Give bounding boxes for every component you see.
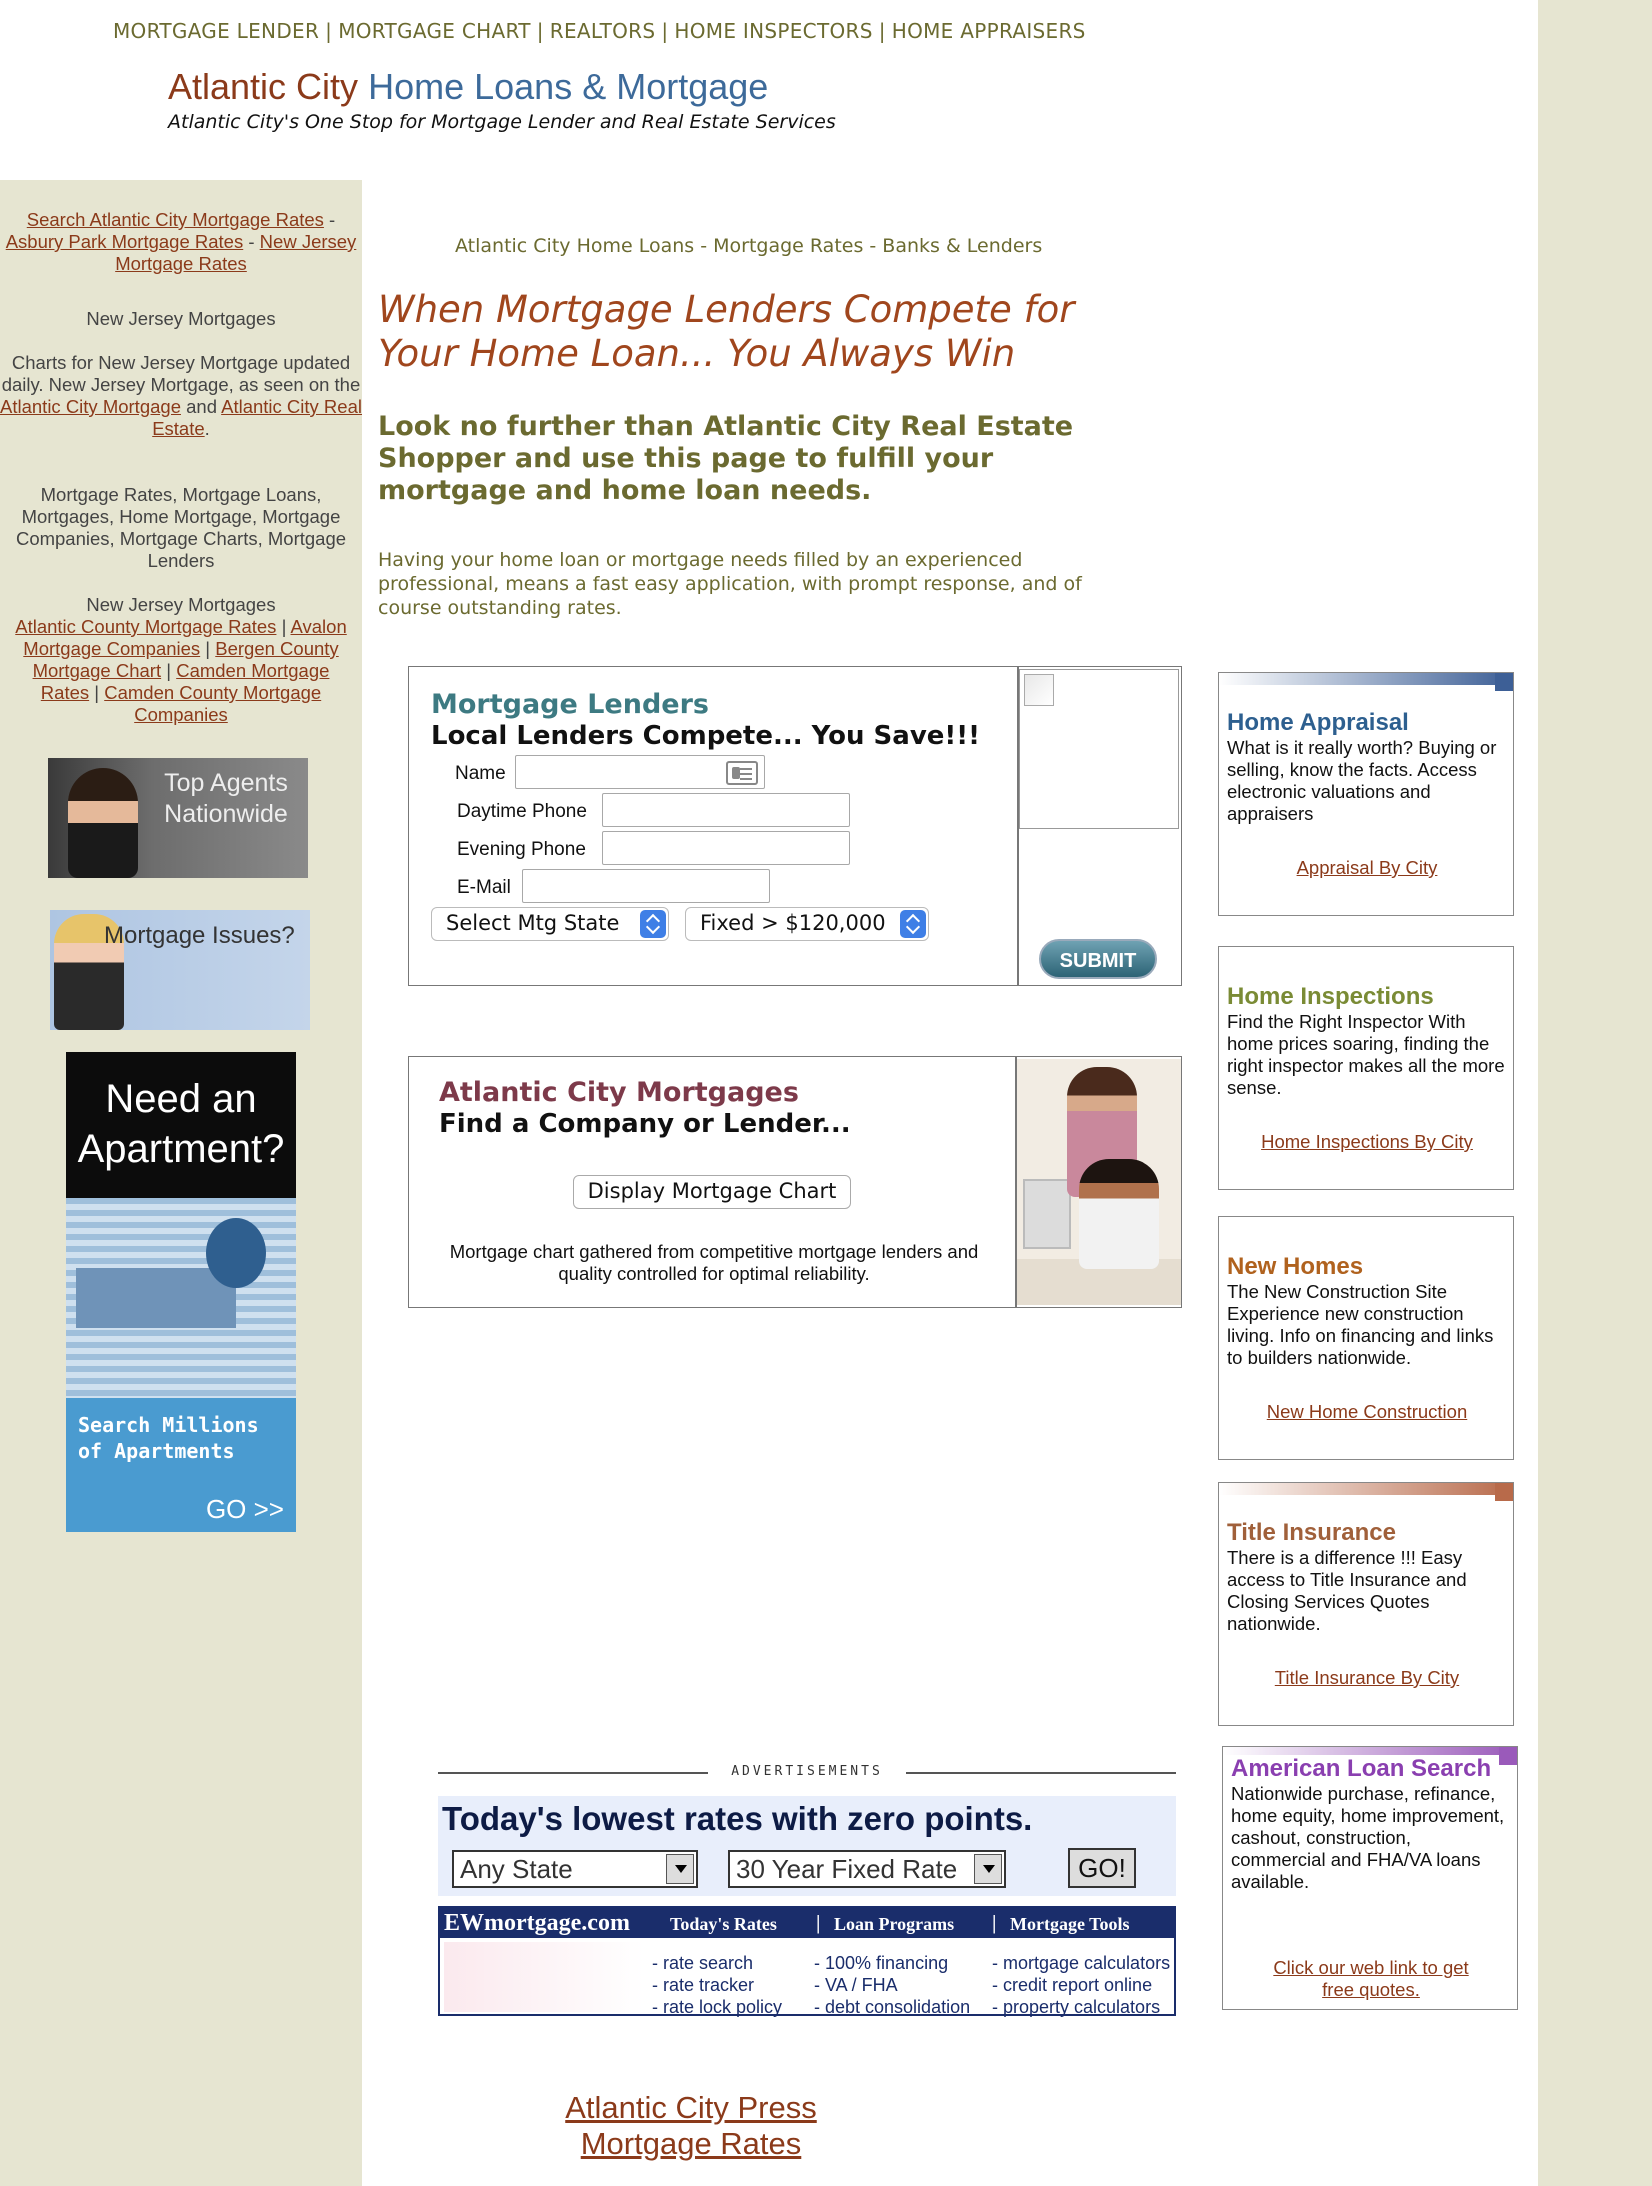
ad-top-agents[interactable]: [48, 758, 308, 878]
link-100-financing[interactable]: - 100% financing: [814, 1953, 949, 1973]
advertisements-label: ADVERTISEMENTS: [731, 1764, 883, 1779]
link-nj-rates[interactable]: New Jersey Mortgage Rates: [115, 231, 357, 274]
mortgage-lenders-form: [408, 666, 1182, 986]
box-title: Home Inspections: [1227, 983, 1434, 1010]
evening-phone-input[interactable]: [602, 831, 850, 865]
box-description: Nationwide purchase, refinance, home equity, home improvement, cashout, construction, commercial and FHA/VA loans available.: [1231, 1783, 1505, 1892]
sidebar-sep: |: [200, 638, 216, 659]
box-accent-bar: [1219, 1483, 1513, 1495]
nav-mortgage-tools[interactable]: Mortgage Tools: [1010, 1914, 1130, 1934]
link-camden-rates[interactable]: Camden Mortgage Rates: [40, 660, 330, 703]
nav-home-appraisers[interactable]: HOME APPRAISERS: [891, 19, 1086, 43]
new-home-construction-link[interactable]: New Home Construction: [1266, 1401, 1468, 1422]
home-inspections-box: [1218, 946, 1514, 1190]
sidebar-dash: -: [243, 231, 260, 252]
box-description: The New Construction Site Experience new construction living. Info on financing and links to builders nationwide.: [1227, 1281, 1494, 1368]
nav-mortgage-lender[interactable]: MORTGAGE LENDER: [113, 19, 320, 43]
panel-subtitle: Find a Company or Lender...: [439, 1109, 851, 1139]
form-title: Mortgage Lenders: [431, 689, 709, 720]
sidebar-dash: -: [323, 209, 336, 230]
box-corner-square: [1499, 1747, 1517, 1765]
ad-go-button[interactable]: GO >>: [205, 1494, 284, 1524]
page-headline: When Mortgage Lenders Compete for Your Home Loan... You Always Win: [378, 288, 1075, 375]
box-description: What is it really worth? Buying or selling, know the facts. Access electronic valuations and appraisers: [1227, 737, 1497, 824]
ad-apartments-footer: [66, 1398, 296, 1532]
monitor-icon: [1023, 1179, 1071, 1249]
rate-type-dropdown[interactable]: [728, 1850, 1006, 1888]
box-accent-bar: [1223, 1747, 1517, 1755]
sidebar-text: and: [180, 396, 222, 417]
link-va-fha[interactable]: - VA / FHA: [814, 1975, 898, 1995]
sidebar-heading-2: New Jersey Mortgages: [86, 594, 276, 615]
building-icon: [76, 1268, 236, 1328]
link-mortgage-calculators[interactable]: - mortgage calculators: [992, 1953, 1171, 1973]
title-insurance-by-city-link[interactable]: Title Insurance By City: [1274, 1667, 1460, 1688]
box-title: American Loan Search: [1231, 1755, 1492, 1782]
broken-image: [1019, 669, 1179, 829]
nav-separator: |: [536, 19, 544, 43]
sidebar-text: .: [204, 418, 210, 439]
dropdown-arrow-icon: [666, 1854, 694, 1884]
palm-tree-icon: [206, 1218, 266, 1288]
couple-computer-photo: [1017, 1059, 1181, 1305]
ac-mortgages-panel: [408, 1056, 1182, 1308]
agent-photo-icon: [68, 768, 138, 878]
box-corner-square: [1495, 1483, 1513, 1501]
box-title: Title Insurance: [1227, 1519, 1396, 1546]
rates-search-bar: [438, 1796, 1176, 1896]
nav-home-inspectors[interactable]: HOME INSPECTORS: [674, 19, 873, 43]
nav-loan-programs[interactable]: Loan Programs: [834, 1914, 955, 1934]
press-mortgage-rates-link-line2[interactable]: Mortgage Rates: [580, 2126, 802, 2161]
press-mortgage-rates: [436, 2090, 946, 2162]
panel-title: Atlantic City Mortgages: [439, 1077, 799, 1108]
sidebar-sep: |: [161, 660, 177, 681]
nav-separator: |: [325, 19, 333, 43]
ad-apartments[interactable]: [66, 1052, 296, 1532]
name-label: Name: [455, 763, 506, 784]
nav-sep: |: [816, 1912, 821, 1934]
select-arrows-icon: [640, 910, 666, 938]
select-arrows-icon: [900, 910, 926, 938]
link-credit-report-online[interactable]: - credit report online: [992, 1975, 1153, 1995]
loan-type-value: Fixed > $120,000: [700, 911, 886, 935]
email-input[interactable]: [522, 869, 770, 903]
sidebar-sep: |: [276, 616, 291, 637]
ewmortgage-nav: [438, 1906, 1176, 2016]
ad-text-line: Top Agents: [164, 769, 288, 797]
panel-description: Mortgage chart gathered from competitive mortgage lenders and quality controlled for optimal reliability.: [449, 1241, 979, 1284]
link-property-calculators[interactable]: - property calculators: [992, 1997, 1161, 2017]
page-subhead: Look no further than Atlantic City Real Estate Shopper and use this page to fulfill your mortgage and home loan needs.: [378, 411, 1074, 506]
link-search-ac-rates[interactable]: Search Atlantic City Mortgage Rates: [26, 209, 324, 230]
ad-text-line: Apartment?: [77, 1127, 285, 1171]
display-mortgage-chart-button[interactable]: Display Mortgage Chart: [573, 1175, 851, 1209]
ad-text-line: Need an: [105, 1077, 257, 1121]
new-homes-box: [1218, 1216, 1514, 1460]
contact-card-icon[interactable]: [726, 761, 758, 785]
mortgage-tools-links: [992, 1952, 1170, 2018]
link-debt-consolidation[interactable]: - debt consolidation: [814, 1997, 971, 2017]
link-rate-search[interactable]: - rate search: [652, 1953, 754, 1973]
link-atlantic-county-rates[interactable]: Atlantic County Mortgage Rates: [15, 616, 277, 637]
evening-phone-label: Evening Phone: [457, 839, 586, 860]
email-label: E-Mail: [457, 877, 511, 898]
ad-text-line: Search Millions: [78, 1413, 259, 1437]
box-corner-square: [1495, 673, 1513, 691]
broken-image-icon: [1024, 674, 1054, 706]
nav-separator: |: [878, 19, 886, 43]
box-description: There is a difference !!! Easy access to Title Insurance and Closing Services Quotes nationwide.: [1227, 1547, 1467, 1634]
nav-mortgage-chart[interactable]: MORTGAGE CHART: [338, 19, 531, 43]
ad-text-line: of Apartments: [78, 1439, 235, 1463]
ad-top-agents-text: [156, 768, 296, 830]
box-title: New Homes: [1227, 1253, 1364, 1280]
daytime-phone-label: Daytime Phone: [457, 801, 587, 822]
link-rate-lock-policy[interactable]: - rate lock policy: [652, 1997, 783, 2017]
link-rate-tracker[interactable]: - rate tracker: [652, 1975, 755, 1995]
link-asbury-park-rates[interactable]: Asbury Park Mortgage Rates: [5, 231, 244, 252]
todays-rates-links: [652, 1952, 782, 2018]
link-camden-county-companies[interactable]: Camden County Mortgage Companies: [104, 682, 322, 725]
daytime-phone-input[interactable]: [602, 793, 850, 827]
nav-todays-rates[interactable]: Today's Rates: [670, 1914, 777, 1934]
sidebar-county-links: [0, 616, 362, 726]
home-inspections-by-city-link[interactable]: Home Inspections By City: [1261, 1131, 1473, 1152]
nav-separator: |: [661, 19, 669, 43]
link-ac-mortgage[interactable]: Atlantic City Mortgage: [0, 396, 181, 417]
ad-apartments-header: [66, 1052, 296, 1198]
site-tagline: Atlantic City's One Stop for Mortgage Lender and Real Estate Services: [168, 111, 836, 133]
box-accent-bar: [1219, 673, 1513, 685]
link-bergen-chart[interactable]: Bergen County Mortgage Chart: [32, 638, 339, 681]
ewmortgage-brand[interactable]: EWmortgage.com: [444, 1910, 630, 1936]
intro-text: Having your home loan or mortgage needs filled by an experienced professional, means a fast easy application, with prompt response, and of course outstanding rates.: [378, 549, 1082, 619]
site-title-city: Atlantic City: [168, 66, 359, 107]
go-button[interactable]: GO!: [1068, 1848, 1136, 1888]
sidebar-heading: New Jersey Mortgages: [86, 308, 276, 329]
state-dropdown-value: Any State: [460, 1854, 573, 1884]
state-dropdown[interactable]: [452, 1850, 698, 1888]
sidebar-keywords: Mortgage Rates, Mortgage Loans, Mortgages, Home Mortgage, Mortgage Companies, Mortgage Charts, Mortgage Lenders: [15, 484, 347, 571]
nav-realtors[interactable]: REALTORS: [549, 19, 656, 43]
home-appraisal-box: [1218, 672, 1514, 916]
ad-decoration: [444, 1942, 644, 2012]
submit-button[interactable]: SUBMIT: [1039, 939, 1157, 979]
rates-headline: Today's lowest rates with zero points.: [442, 1800, 1033, 1837]
dropdown-arrow-icon: [974, 1854, 1002, 1884]
site-title: [168, 66, 768, 108]
mortgage-state-select[interactable]: [431, 907, 669, 941]
link-avalon-companies[interactable]: Avalon Mortgage Companies: [23, 616, 347, 659]
rate-type-value: 30 Year Fixed Rate: [736, 1854, 958, 1884]
loan-type-select[interactable]: [685, 907, 929, 941]
top-navigation: [113, 19, 1086, 43]
american-loan-search-box: [1222, 1746, 1518, 2010]
sidebar-sep: |: [89, 682, 105, 703]
breadcrumb: Atlantic City Home Loans - Mortgage Rates - Banks & Lenders: [455, 235, 1043, 257]
box-title: Home Appraisal: [1227, 709, 1409, 736]
press-mortgage-rates-link-line1[interactable]: Atlantic City Press: [565, 2090, 817, 2125]
site-title-rest: Home Loans & Mortgage: [368, 66, 769, 107]
man-figure: [1079, 1159, 1159, 1269]
free-quotes-link[interactable]: Click our web link to get free quotes.: [1273, 1957, 1469, 2000]
sidebar-text: Charts for New Jersey Mortgage updated daily. New Jersey Mortgage, as seen on the: [1, 352, 361, 395]
sidebar-rates-links: [0, 209, 362, 275]
ad-text-line: Nationwide: [164, 800, 288, 828]
ad-issues-text: Mortgage Issues?: [104, 922, 295, 949]
name-input[interactable]: [515, 755, 765, 789]
link-ac-real-estate[interactable]: Atlantic City Real Estate: [152, 396, 362, 439]
sidebar-charts-text: [0, 352, 362, 440]
form-subtitle: Local Lenders Compete... You Save!!!: [431, 721, 980, 751]
ewmortgage-ad: [436, 1760, 1178, 2016]
loan-programs-links: [814, 1952, 970, 2018]
appraisal-by-city-link[interactable]: Appraisal By City: [1296, 857, 1438, 878]
mortgage-state-value: Select Mtg State: [446, 911, 620, 935]
nav-sep: |: [992, 1912, 997, 1934]
title-insurance-box: [1218, 1482, 1514, 1726]
ad-mortgage-issues[interactable]: [50, 910, 310, 1030]
box-description: Find the Right Inspector With home prices soaring, finding the right inspector makes all the more sense.: [1227, 1011, 1505, 1098]
ewmortgage-nav-header: [440, 1908, 1174, 1938]
